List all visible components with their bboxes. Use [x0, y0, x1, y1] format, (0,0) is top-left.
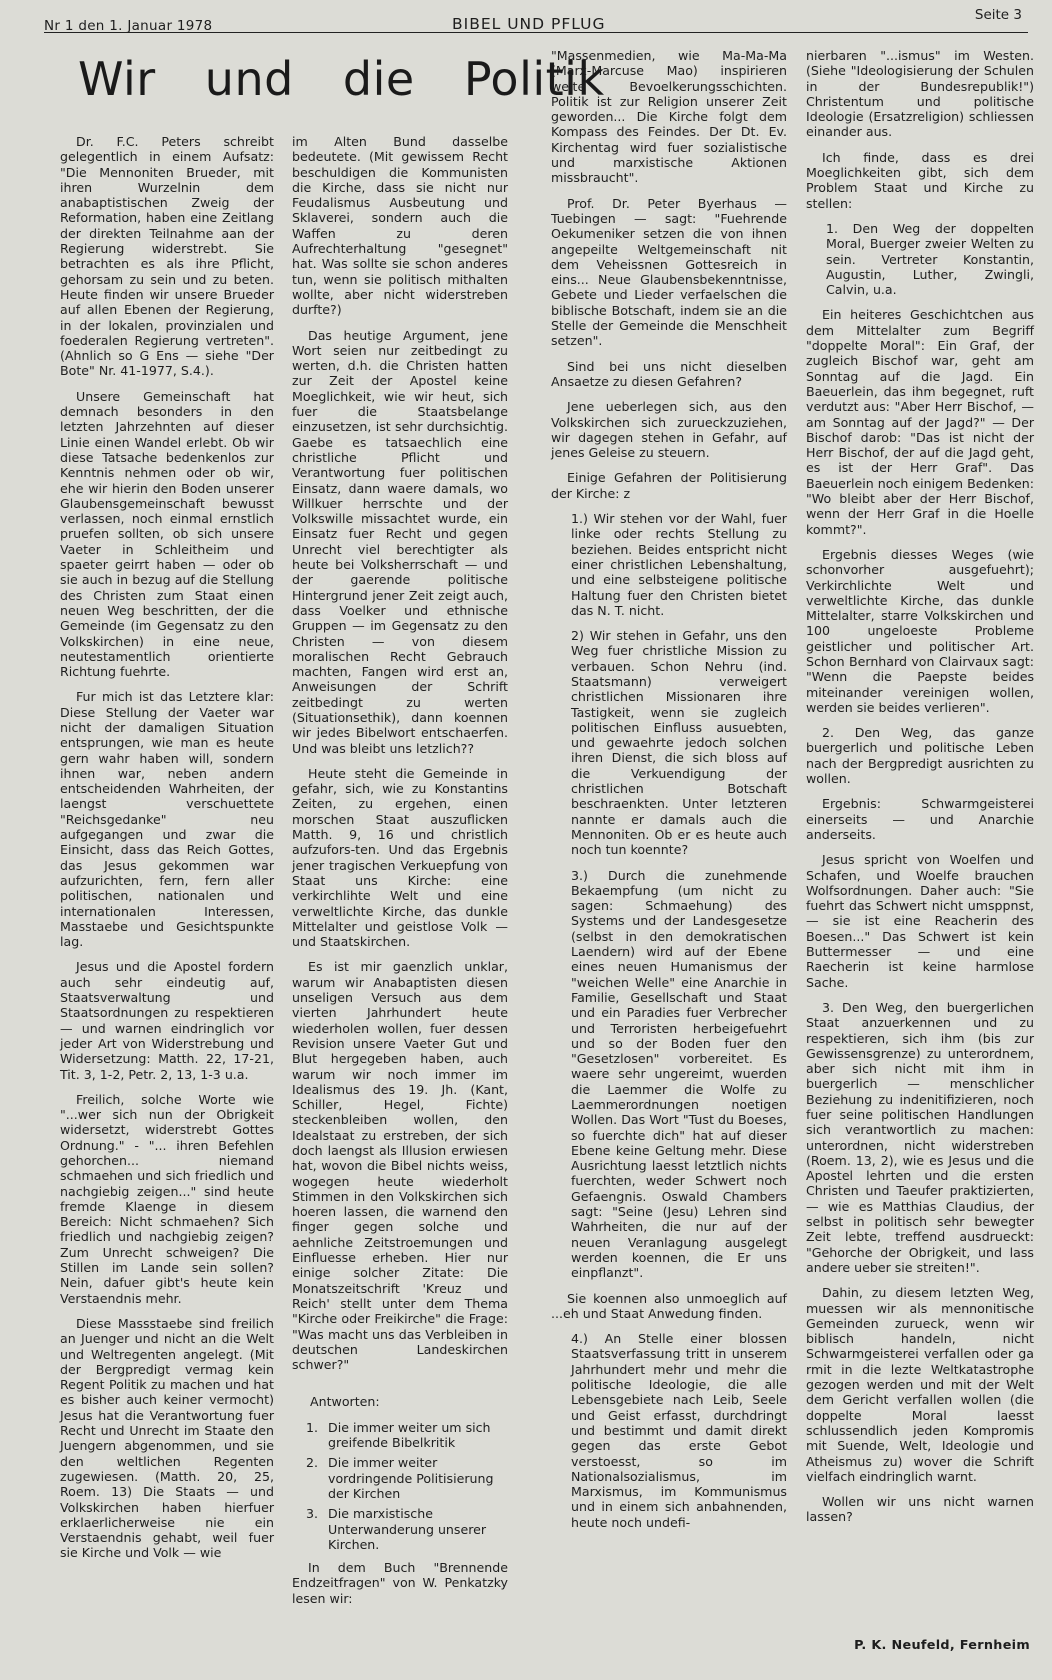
page-number: Seite 3: [974, 7, 1022, 23]
paragraph: 3.) Durch die zunehmende Bekaempfung (um nicht zu sagen: Schmaehung) des Systems und der Landesgesetze (selbst in den demokratischen Laendern) wird auf der Ebene eines neuen Humanismus der "weichen Welle" eine Anarchie in Familie, Gesellschaft und Staat und ein Paradies fuer Verbrecher und Terroristen herbeigefuehrt und so der Boden fuer den "Gesetzlosen" vorbereitet. Es waere sehr ungereimt, wuerden die Laemmer die Wolfe zu Laemmerordnungen noetigen Wollen. Das Wort "Tust du Boeses, so fuerchte dich" hat auf dieser Ebene keine Geltung mehr. Diese Ausrichtung laesst letztlich nichts fuerchten, weder Schwert noch Gefaengnis. Oswald Chambers sagt: "Seine (Jesu) Lehren sind Wahrheiten, die nur auf der neuen Veranlagung ausgelegt werden koennen, die Er uns einpflanzt".: [571, 867, 787, 1281]
column-4: [806, 48, 1034, 1535]
column-2: [292, 134, 508, 1616]
paragraph: Diese Massstaebe sind freilich an Juenger und nicht an die Welt und Weltregenten angelegt. (Mit der Bergpredigt vermag kein Regent Politik zu machen und hat es bisher auch keiner vermocht) Jesus hat die Verantwortung fuer Recht und Unrecht im Staate den Juengern abgenommen, und sie den weltlichen Regenten zugewiesen. (Matth. 20, 25, Roem. 13) Die Staats — und Volkskirchen haben hierfuer erklaerlicherweise nie ein Verstaendnis gehabt, weil fuer sie Kirche und Volk — wie: [60, 1315, 274, 1561]
paragraph: In dem Buch "Brennende Endzeitfragen" von W. Penkatzky lesen wir:: [292, 1560, 508, 1606]
paragraph: Jesus und die Apostel fordern auch sehr eindeutig auf, Staatsverwaltung und Staatsordnungen zu respektieren — und warnen eindringlich vor jeder Art von Widerstrebung und Widersetzung: Matth. 22, 17-21, Tit. 3, 1-2, Petr. 2, 13, 1-3 u.a.: [60, 959, 274, 1082]
paragraph: nierbaren "...ismus" im Westen. (Siehe "Ideologisierung der Schulen in der Bundesrepublik!") Christentum und politische Ideologie (Ersatzreligion) schliessen einander aus.: [806, 48, 1034, 140]
column-1: [60, 134, 274, 1571]
list-item: 3. Die marxistische Unterwanderung unserer Kirchen.: [322, 1506, 508, 1552]
paragraph: Das heutige Argument, jene Wort seien nur zeitbedingt zu werten, d.h. die Christen hatten zur Zeit der Apostel keine Moeglichkeit, wie wir heut, sich fuer die Staatsbelange einzusetzen, ist sehr durchsichtig. Gaebe es tatsaechlich eine christliche Pflicht und Verantwortung fuer politischen Einsatz, dann waere damals, wo Willkuer herrschte und der Volkswille missachtet wurde, ein Einsatz fuer Recht und gegen Unrecht viel berechtigter als heute bei Volksherrschaft — und der gaerende politische Hintergrund jener Zeit zeigt auch, dass Voelker und ethnische Gruppen — im Gegensatz zu den Christen — von diesem moralischen Recht Gebrauch machten, Fangen wird erst an, Anweisungen der Schrift zeitbedingt zu werten (Situationsethik), dann koennen wir jedes Bibelwort entschaerfen. Und was bleibt uns letzlich??: [292, 327, 508, 756]
paragraph: 2) Wir stehen in Gefahr, uns den Weg fuer christliche Mission zu verbauen. Schon Nehru (ind. Staatsmann) verweigert christlichen Missionaren ihre Tastigkeit, wenn sie zugleich politischen Einfluss ausuebten, und gewaehrte jedoch solchen ihren Dienst, die sich bloss auf die Verkuendigung der christlichen Botschaft beschraenkten. Unter letzteren nannte er damals auch die Mennoniten. Ob er es heute auch noch tun koennte?: [571, 628, 787, 858]
paragraph: Dahin, zu diesem letzten Weg, muessen wir als mennonitische Gemeinden zurueck, wenn wir biblisch handeln, nicht Schwarmgeisterei verfallen oder ga rmit in die lezte Weltkatastrophe gezogen werden und mit der Welt dem Gericht verfallen wollen (die doppelte Moral laesst schlussendlich jeden Kompromis mit Suende, Welt, Ideologie und Atheismus zu) wover die Schrift vielfach eindringlich warnt.: [806, 1285, 1034, 1484]
paragraph: Heute steht die Gemeinde in gefahr, sich, wie zu Konstantins Zeiten, zu ergehen, einen morschen Staat auszuflicken Matth. 9, 16 und christlich aufzufors-ten. Und das Ergebnis jener tragischen Verkuepfung von Staat uns Kirche: eine verkirchlihte Welt und eine verweltlichte Kirche, das dunkle Mittelalter und geistlose Volk — und Staatskirchen.: [292, 765, 508, 950]
paragraph: Jesus spricht von Woelfen und Schafen, und Woelfe brauchen Wolfsordnungen. Daher auch: "Sie fuehrt das Schwert nicht umsppnst, — sie ist eine Reacherin des Boesen..." Das Schwert ist kein Buttermesser — und eine Raecherin ist keine harmlose Sache.: [806, 852, 1034, 990]
answers-list: [292, 1420, 508, 1552]
list-item: 2. Die immer weiter vordringende Politisierung der Kirchen: [322, 1455, 508, 1501]
paragraph: Dr. F.C. Peters schreibt gelegentlich in einem Aufsatz: "Die Mennoniten Brueder, mit ihren Wurzelnin dem anabaptistischen Zweig der Reformation, haben eine Zeitlang der direkten Teilnahme aan der Regierung widerstrebt. Sie betrachten es als ihre Pflicht, gehorsam zu sein und zu beten. Heute finden wir unsere Brueder auf allen Ebenen der Regierung, in der lokalen, provinzialen und foederalen Regierung vertreten". (Ahnlich so G Ens — siehe "Der Bote" Nr. 41-1977, S.4.).: [60, 134, 274, 379]
paragraph: Sind bei uns nicht dieselben Ansaetze zu diesen Gefahren?: [551, 358, 787, 389]
paragraph: Fur mich ist das Letztere klar: Diese Stellung der Vaeter war nicht der damaligen Situation entsprungen, wie man es heute gern wahr haben will, sondern ihnen war, neben andern entscheidenden Wahrheiten, der laengst verschuettete "Reichsgedanke" neu aufgegangen und zwar die Einsicht, dass das Reich Gottes, das Jesus gekommen war aufzurichten, fern, fern aller politischen, nationalen und internationalen Interessen, Masstaebe und Gesichtspunkte lag.: [60, 689, 274, 950]
paragraph: Unsere Gemeinschaft hat demnach besonders in den letzten Jahrzehnten auf dieser Linie einen Wandel erlebt. Ob wir diese Tatsache bedenkenlos zur Kenntnis nehmen oder ob wir, ehe wir hierin den Boden unserer Glaubensgemeinschaft bewusst verlassen, noch einmal ernstlich pruefen sollten, ob sich unsere Vaeter in Schleitheim und spaeter geirrt haben — oder ob sie auch in bezug auf die Stellung des Christen zum Staat einen neuen Weg beschritten, der die Gemeinde (im Gegensatz zu den Volkskirchen) in eine neue, neutestamentlich orientierte Richtung fuehrte.: [60, 388, 274, 680]
paragraph: im Alten Bund dasselbe bedeutete. (Mit gewissem Recht beschuldigen die Kommunisten die Kirche, dass sie nicht nur Feudalismus Ausbeutung und Sklaverei, sondern auch die Waffen zu deren Aufrechterhaltung "gesegnet" hat. Was sollte sie schon anderes tun, wenn sie politisch mithalten wollte, aber nicht widerstreben durfte?): [292, 134, 508, 318]
paragraph: Jene ueberlegen sich, aus den Volkskirchen sich zurueckzuziehen, wir dagegen stehen in Gefahr, auf jenes Geleise zu steuern.: [551, 399, 787, 461]
paragraph: Ergebnis: Schwarmgeisterei einerseits — und Anarchie anderseits.: [806, 796, 1034, 842]
answers-label: Antworten:: [310, 1394, 380, 1410]
paragraph: Freilich, solche Worte wie "...wer sich nun der Obrigkeit widersetzt, widerstrebt Gottes Ordnung." - "... ihren Befehlen gehorchen... niemand schmaehen und sich friedlich und nachgiebig zeigen..." sind heute fremde Klaenge in diesem Bereich: Nicht schmaehen? Sich friedlich und nachgiebig zeigen? Zum Unrecht schweigen? Die Stillen im Lande sein sollen? Nein, dafuer gibt's heute kein Verstaendnis mehr.: [60, 1091, 274, 1306]
paragraph: 4.) An Stelle einer blossen Staatsverfassung tritt in unserem Jahrhundert mehr und mehr die politische Ideologie, die alle Lebensgebiete nach Leib, Seele und Geist erfasst, durchdringt und bestimmt und damit direkt gegen das erste Gebot verstoesst, so im Nationalsozialismus, im Marxismus, im Kommunismus und in einem sich anbahnenden, heute noch undefi-: [571, 1331, 787, 1530]
paragraph: Ergebnis diesses Weges (wie schonvorher ausgefuehrt); Verkirchlichte Welt und verweltlichte Kirche, das dunkle Mittelalter, starre Volkskirchen und 100 ungeloeste Probleme geistlicher und politischer Art. Schon Bernhard von Clairvaux sagt: "Wenn die Paepste beides miteinander vereinigen wollen, werden sie beides verlieren".: [806, 546, 1034, 715]
paragraph: Ich finde, dass es drei Moeglichkeiten gibt, sich dem Problem Staat und Kirche zu stellen:: [806, 149, 1034, 211]
paragraph: Prof. Dr. Peter Byerhaus — Tuebingen — sagt: "Fuehrende Oekumeniker setzen die von ihnen angepeilte Weltgemeinschaft nit dem Veheissnen Gottesreich in eins... Neue Glaubensbekenntnisse, Gebete und Lieder verfaelschen die biblische Botschaft, indem sie an die Stelle der Gemeinde die Menschheit setzen".: [551, 195, 787, 349]
paragraph: 3. Den Weg, den buergerlichen Staat anzuerkennen und zu respektieren, sich ihm (bis zur Gewissensgrenze) zu unterordnem, aber sich nicht mit ihm in buergerlich — menschlicher Beziehung zu indenitifizieren, noch fuer seine politischen Handlungen sich verantwortlich zu machen: unterordnen, nicht widerstreben (Roem. 13, 2), wie es Jesus und die Apostel lehrten und die ersten Christen und Taeufer praktizierten, — wie es Matthias Claudius, der selbst in politisch sehr bewegter Zeit lebte, treffend ausdrueckt: "Gehorche der Obrigkeit, und lass andere ueber sie streiten!".: [806, 999, 1034, 1275]
list-item: 1. Die immer weiter um sich greifende Bibelkritik: [322, 1420, 508, 1451]
paragraph: Einige Gefahren der Politisierung der Kirche: z: [551, 470, 787, 501]
author-signature: P. K. Neufeld, Fernheim: [854, 1638, 1030, 1653]
page-header: [44, 6, 1028, 33]
paragraph: Wollen wir uns nicht warnen lassen?: [806, 1494, 1034, 1525]
publication-name: BIBEL UND PFLUG: [452, 15, 606, 33]
issue-date: Nr 1 den 1. Januar 1978: [44, 18, 213, 34]
article-title: Wir und die Politik: [78, 52, 605, 106]
paragraph: "Massenmedien, wie Ma-Ma-Ma (Marx-Marcuse Mao) inspirieren weite Bevoelkerungsschichten. Politik ist zur Religion unserer Zeit geworden... Die Kirche folgt dem Kompass des Feindes. Der Dt. Ev. Kirchentag wird fuer sozialistische und marxistische Aktionen missbraucht".: [551, 48, 787, 186]
paragraph: Ein heiteres Geschichtchen aus dem Mittelalter zum Begriff "doppelte Moral": Ein Graf, der zugleich Bischof war, geht am Sonntag auf die Jagd. Ein Baeuerlein, das ihm begegnet, ruft verdutzt aus: "Aber Herr Bischof, — am Sonntag auf der Jagd?" — Der Bischof darob: "Das ist nicht der Herr Bischof, der auf die Jagd geht, es ist der Herr Graf". Das Baeuerlein noch einigem Bedenken: "Wo bleibt aber der Herr Bischof, wenn der Herr Graf in die Hoelle kommt?".: [806, 307, 1035, 537]
paragraph: 1. Den Weg der doppelten Moral, Buerger zweier Welten zu sein. Vertreter Konstantin, Augustin, Luther, Zwingli, Calvin, u.a.: [826, 220, 1034, 298]
column-3: [551, 48, 787, 1540]
paragraph: Sie koennen also unmoeglich auf ...eh und Staat Anwedung finden.: [551, 1290, 787, 1321]
paragraph: Es ist mir gaenzlich unklar, warum wir Anabaptisten diesen unseligen Versuch aus dem vierten Jahrhundert heute wiederholen wollen, fuer dessen Revision unsere Vaeter Gut und Blut hergegeben haben, auch warum wir noch immer im Idealismus des 19. Jh. (Kant, Schiller, Hegel, Fichte) steckenbleiben wollen, den Idealstaat zu erstreben, der sich doch laengst als Illusion erwiesen hat, wovon die Bibel nichts weiss, wogegen heute wiederholt Stimmen in den Volkskirchen sich hoeren lassen, die warnend den finger gegen solche und aehnliche Zeitstroemungen und Einfluesse erheben. Hier nur einige solcher Zitate: Die Monatszeitschrift 'Kreuz und Reich' stellt unter dem Thema "Kirche oder Freikirche" die Frage: "Was macht uns das Verbleiben in deutschen Landeskirchen schwer?": [292, 959, 508, 1373]
paragraph: 1.) Wir stehen vor der Wahl, fuer linke oder rechts Stellung zu beziehen. Beides entspricht nicht einer christlichen Lebenshaltung, und eine selbsteigene politische Haltung fuer den Christen bietet das N. T. nicht.: [571, 511, 787, 618]
paragraph: 2. Den Weg, das ganze buergerlich und politische Leben nach der Bergpredigt ausrichten zu wollen.: [806, 725, 1034, 787]
